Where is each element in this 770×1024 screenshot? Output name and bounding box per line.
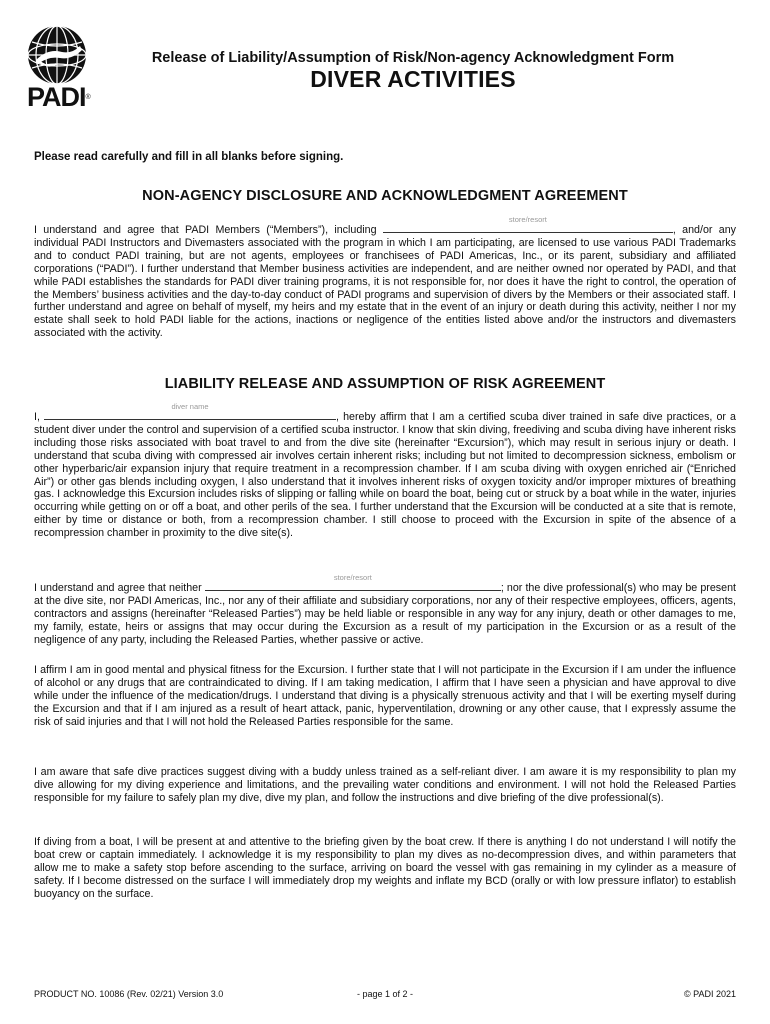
- para-text: I,: [34, 411, 40, 423]
- para-text: , and/or any individual PADI Instructors and Divemasters associated with the program in which I am participating, are licensed to use various PADI Trademarks and to conduct PADI training, but are not agents, employees or franchisees of PADI Americas, Inc., or its parent, subsidiary and affiliated corporations (“PADI”). I further understand that Member business activities are independent, and are neither owned nor operated by PADI, and that while PADI establishes the standards for PADI diver training programs, it is not responsible for, nor does it have the right to control, the operation of the Members’ business activities and the day-to-day conduct of PADI programs and supervision of divers by the Members or their associated staff. I further understand and agree on behalf of myself, my heirs and my estate that in the event of an injury or death during this activity, neither I nor my estate shall seek to hold PADI liable for the actions, inactions or negligence of the entities listed above and/or the instructors and divemasters associated with the activity.: [34, 224, 736, 340]
- fitness-paragraph: I affirm I am in good mental and physical fitness for the Excursion. I further state that I will not participate in the Excursion if I am under the influence of alcohol or any drugs that are contraindicated to diving. If I am taking medication, I affirm that I have seen a physician and have approval to dive while under the influence of the medication/drugs. I understand that diving is a physically strenuous activity and that I will be exerting myself during the Excursion and that if I am injured as a result of heart attack, panic, hyperventilation, drowning or any other cause, that I expressly assume the risk of said injuries and that I will not hold the Released Parties responsible for the same.: [34, 664, 736, 728]
- non-agency-paragraph: [34, 215, 736, 340]
- product-number: PRODUCT NO. 10086 (Rev. 02/21) Version 3.0: [34, 989, 224, 999]
- field-hint: store/resort: [333, 573, 372, 582]
- liability-paragraph-1: [34, 402, 736, 540]
- para-text: I understand and agree that PADI Members (“Members”), including: [34, 224, 377, 236]
- padi-logo: [26, 24, 92, 111]
- copyright: © PADI 2021: [684, 989, 736, 999]
- store-resort-field[interactable]: [383, 215, 673, 233]
- field-hint: store/resort: [508, 215, 547, 224]
- store-resort-field-2[interactable]: [205, 573, 501, 591]
- logo-wordmark: PADI®: [27, 82, 90, 112]
- instructions: Please read carefully and fill in all blanks before signing.: [34, 151, 344, 163]
- form-subtitle: DIVER ACTIVITIES: [310, 66, 516, 92]
- para-text: ; nor the dive professional(s) who may be present at the dive site, nor PADI Americas, Inc., nor any of their affiliate and subsidiary corporations, nor any of their respective employees, officers, agents, contractors and assigns (hereinafter “Released Parties”) may be held liable or responsible in any way for any injury, death or other damages to me, my family, estate, heirs or assigns that may occur during the Excursion as a result of my participation in the Excursion or as a result of the negligence of any party, including the Released Parties, whether passive or active.: [34, 582, 737, 646]
- page-number: - page 1 of 2 -: [356, 989, 414, 999]
- liability-paragraph-2: [34, 573, 737, 647]
- diver-name-field[interactable]: [44, 402, 336, 420]
- form-title: Release of Liability/Assumption of Risk/Non-agency Acknowledgment Form: [151, 50, 675, 66]
- buddy-paragraph: I am aware that safe dive practices suggest diving with a buddy unless trained as a self-reliant diver. I am aware it is my responsibility to plan my dive allowing for my diving experience and limitations, and the prevailing water conditions and environment. I will not hold the Released Parties responsible for my failure to safely plan my dive, dive my plan, and follow the instructions and dive briefing of the dive professional(s).: [34, 766, 736, 804]
- field-hint: diver name: [171, 402, 209, 411]
- globe-diver-icon: [26, 24, 88, 86]
- non-agency-heading: NON-AGENCY DISCLOSURE AND ACKNOWLEDGMENT AGREEMENT: [142, 188, 628, 204]
- liability-heading: LIABILITY RELEASE AND ASSUMPTION OF RISK AGREEMENT: [164, 376, 606, 392]
- para-text: I understand and agree that neither: [34, 582, 202, 594]
- boat-paragraph: If diving from a boat, I will be present at and attentive to the briefing given by the boat crew. If there is anything I do not understand I will notify the boat crew or captain immediately. I acknowledge it is my responsibility to plan my dives as no-decompression dives, and within parameters that allow me to make a safety stop before ascending to the surface, arriving on board the vessel with gas remaining in my cylinder as a measure of safety. If I become distressed on the surface I will immediately drop my weights and inflate my BCD (orally or with low pressure inflator) to establish buoyancy on the surface.: [34, 836, 736, 900]
- para-text: , hereby affirm that I am a certified scuba diver trained in safe dive practices, or a student diver under the control and supervision of a certified scuba instructor. I know that skin diving, freediving and scuba diving have inherent risks including those risks associated with boat travel to and from the dive site (hereinafter “Excursion”), which may result in serious injury or death. I understand that scuba diving with compressed air involves certain inherent risks; including but not limited to decompression sickness, embolism or other hyperbaric/air expansion injury that require treatment in a recompression chamber. If I am scuba diving with oxygen enriched air (“Enriched Air”) or other gas blends including oxygen, I also understand that it involves inherent risks of oxygen toxicity and/or improper mixtures of breathing gas. I acknowledge this Excursion includes risks of slipping or falling while on board the boat, being cut or struck by a boat while in the water, injuries occurring while getting on or off a boat, and other perils of the sea. I further understand that the Excursion will be conducted at a site that is remote, either by time or distance or both, from a recompression chamber. I still choose to proceed with the Excursion in spite of the absence of a recompression chamber in proximity to the dive site(s).: [34, 411, 736, 540]
